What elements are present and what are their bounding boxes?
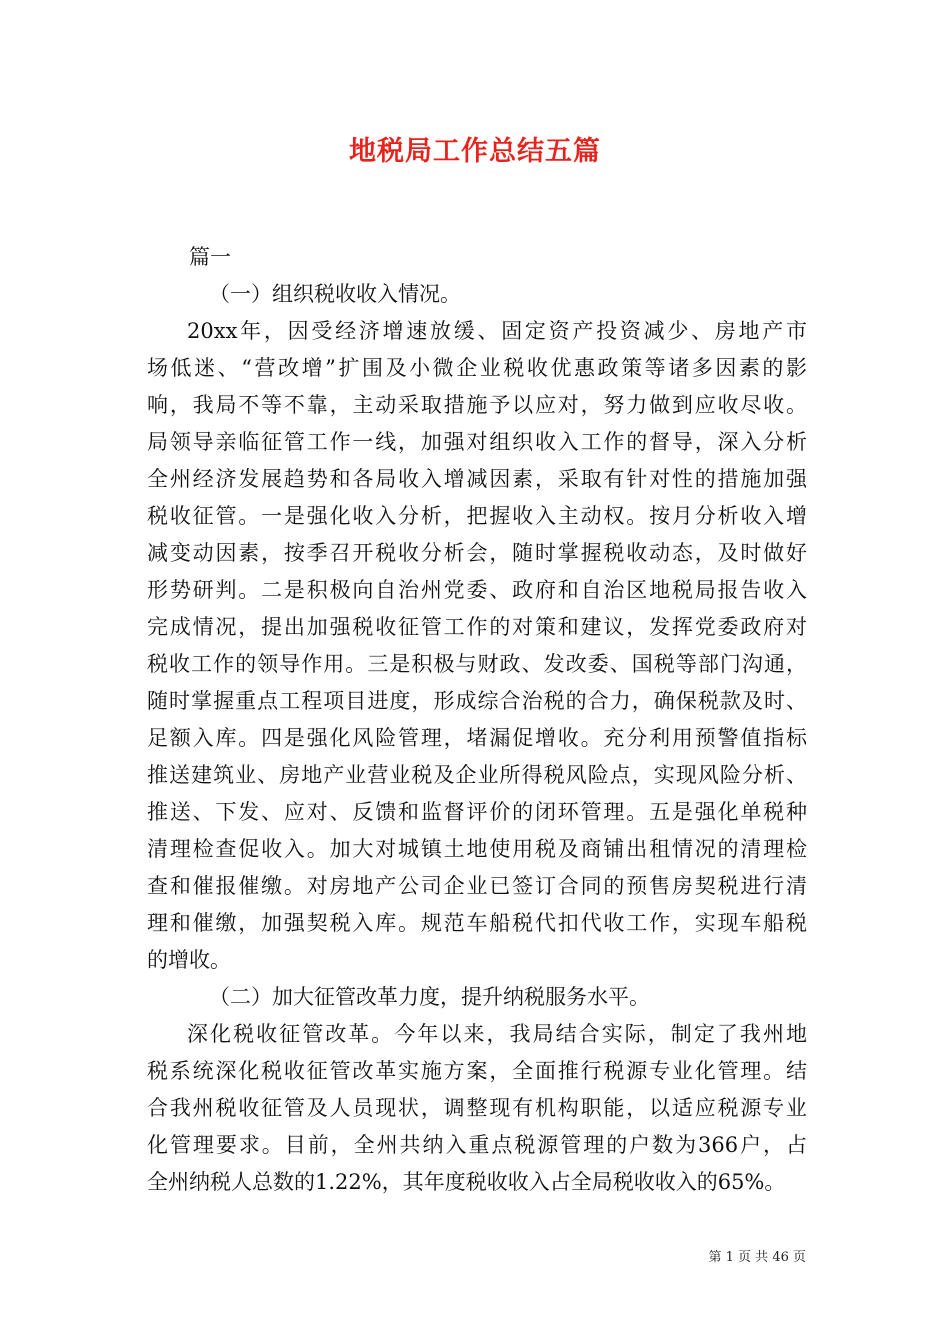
text-line: 全州纳税人总数的1.22%，其年度税收收入占全局税收收入的65%。 <box>147 1170 786 1194</box>
text-line: 响，我局不等不靠，主动采取措施予以应对，努力做到应收尽收。 <box>147 393 807 417</box>
text-line: 篇一 <box>189 245 231 269</box>
text-line: 局领导亲临征管工作一线，加强对组织收入工作的督导，深入分析 <box>147 430 807 454</box>
document-title: 地税局工作总结五篇 <box>349 136 601 167</box>
text-line: 税收征管。一是强化收入分析，把握收入主动权。按月分析收入增 <box>147 504 807 528</box>
text-line: 理和催缴，加强契税入库。规范车船税代扣代收工作，实现车船税 <box>147 911 807 935</box>
text-line: 化管理要求。目前，全州共纳入重点税源管理的户数为366户，占 <box>147 1133 807 1157</box>
text-line: 场低迷、“营改增”扩围及小微企业税收优惠政策等诸多因素的影 <box>147 356 807 380</box>
document-body <box>147 239 807 1201</box>
text-line: 随时掌握重点工程项目进度，形成综合治税的合力，确保税款及时、 <box>147 689 807 713</box>
text-line: 20xx年，因受经济增速放缓、固定资产投资减少、房地产市 <box>187 319 807 343</box>
page-footer: 第 1 页 共 46 页 <box>708 1250 806 1265</box>
text-line: 深化税收征管改革。今年以来，我局结合实际，制定了我州地 <box>187 1022 807 1046</box>
text-line: 减变动因素，按季召开税收分析会，随时掌握税收动态，及时做好 <box>147 541 807 565</box>
text-line: 税收工作的领导作用。三是积极与财政、发改委、国税等部门沟通， <box>147 652 807 676</box>
text-line: 的增收。 <box>147 948 231 972</box>
text-line: 足额入库。四是强化风险管理，堵漏促增收。充分利用预警值指标 <box>147 726 807 750</box>
text-line: 形势研判。二是积极向自治州党委、政府和自治区地税局报告收入 <box>147 578 807 602</box>
text-line: 全州经济发展趋势和各局收入增减因素，采取有针对性的措施加强 <box>147 467 807 491</box>
text-line: 合我州税收征管及人员现状，调整现有机构职能，以适应税源专业 <box>147 1096 807 1120</box>
text-line: （二）加大征管改革力度，提升纳税服务水平。 <box>209 985 650 1009</box>
text-line: 推送建筑业、房地产业营业税及企业所得税风险点，实现风险分析、 <box>147 763 807 787</box>
text-line: 完成情况，提出加强税收征管工作的对策和建议，发挥党委政府对 <box>147 615 807 639</box>
text-line: 查和催报催缴。对房地产公司企业已签订合同的预售房契税进行清 <box>147 874 807 898</box>
text-line: 清理检查促收入。加大对城镇土地使用税及商铺出租情况的清理检 <box>147 837 807 861</box>
text-line: 推送、下发、应对、反馈和监督评价的闭环管理。五是强化单税种 <box>147 800 807 824</box>
text-line: 税系统深化税收征管改革实施方案，全面推行税源专业化管理。结 <box>147 1059 807 1083</box>
text-line: （一）组织税收收入情况。 <box>209 282 461 306</box>
